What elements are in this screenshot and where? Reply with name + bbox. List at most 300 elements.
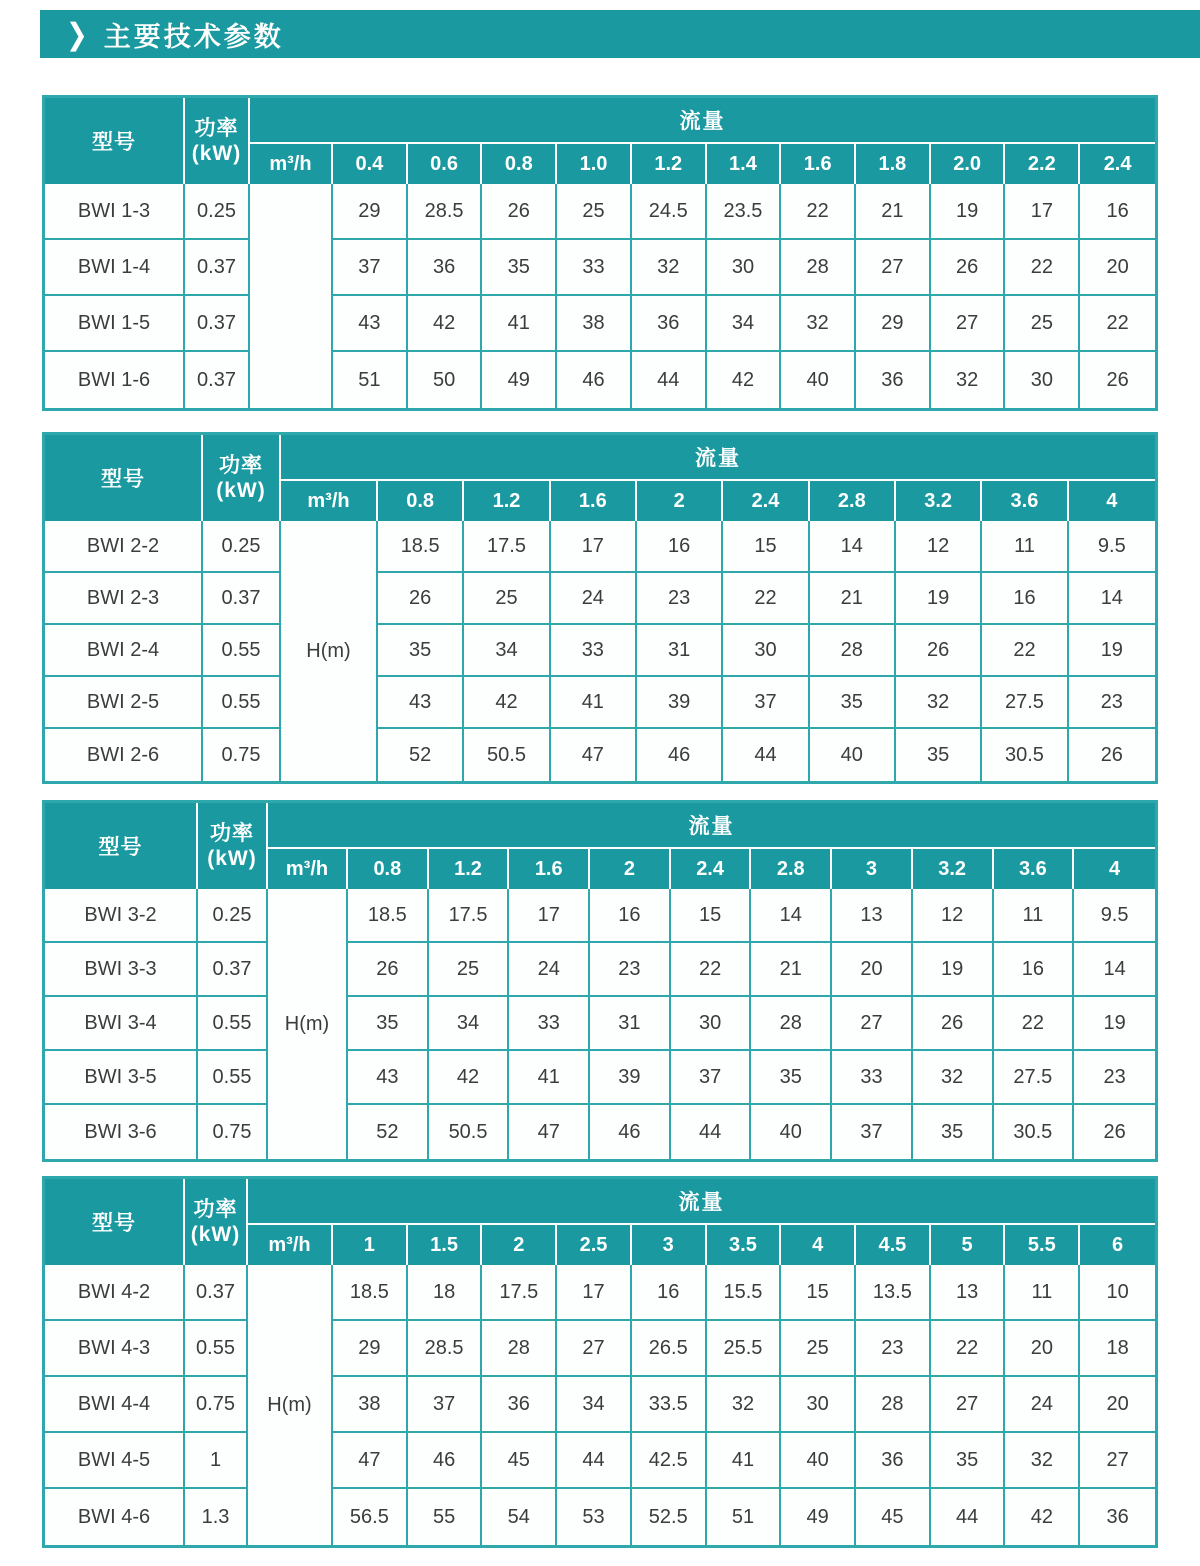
head-value-cell: 14	[810, 521, 896, 573]
power-header	[185, 1179, 248, 1265]
model-cell: BWI 3-6	[45, 1105, 198, 1159]
head-value-cell: 21	[751, 943, 832, 997]
table-row	[45, 625, 1155, 677]
flow-rate-header: 2	[590, 849, 671, 889]
head-value-cell: 16	[994, 943, 1075, 997]
flow-rate-header: 0.8	[378, 481, 464, 521]
head-value-cell: 32	[781, 296, 856, 352]
head-value-cell: 42	[1005, 1489, 1080, 1545]
flow-rate-header: 1	[333, 1225, 408, 1265]
head-value-cell: 36	[856, 1433, 931, 1489]
head-value-cell: 33	[551, 625, 637, 677]
flow-rate-header: 4	[1074, 849, 1155, 889]
model-cell: BWI 4-4	[45, 1377, 185, 1433]
head-unit-cell: H(m)	[281, 521, 378, 781]
table-row	[45, 1051, 1155, 1105]
power-cell: 0.25	[203, 521, 281, 573]
head-value-cell: 28.5	[408, 1321, 483, 1377]
head-value-cell: 30	[1005, 352, 1080, 408]
flow-rate-header: 2	[482, 1225, 557, 1265]
power-cell: 0.37	[198, 943, 268, 997]
model-cell: BWI 1-5	[45, 296, 185, 352]
head-value-cell: 34	[707, 296, 782, 352]
flow-rate-header: 3.6	[982, 481, 1068, 521]
head-value-cell: 19	[1069, 625, 1155, 677]
head-value-cell: 17.5	[482, 1265, 557, 1321]
head-value-cell: 32	[913, 1051, 994, 1105]
head-value-cell: 10	[1080, 1265, 1155, 1321]
head-value-cell: 43	[348, 1051, 429, 1105]
table-row	[45, 1433, 1155, 1489]
head-value-cell: 9.5	[1074, 889, 1155, 943]
head-value-cell: 22	[671, 943, 752, 997]
power-header-line2: (kW)	[190, 1223, 241, 1246]
head-unit-cell: H(m)	[268, 889, 348, 1159]
power-cell: 0.75	[185, 1377, 248, 1433]
head-value-cell: 26	[348, 943, 429, 997]
model-cell: BWI 3-3	[45, 943, 198, 997]
flow-rate-header: 0.4	[333, 144, 408, 184]
flow-rate-header: 1.6	[781, 144, 856, 184]
power-cell: 0.25	[185, 184, 250, 240]
head-value-cell: 37	[671, 1051, 752, 1105]
power-cell: 0.37	[185, 1265, 248, 1321]
head-value-cell: 44	[557, 1433, 632, 1489]
spec-table-bwi2	[42, 432, 1158, 784]
head-value-cell: 28	[482, 1321, 557, 1377]
head-value-cell: 51	[707, 1489, 782, 1545]
head-value-cell: 17	[551, 521, 637, 573]
table-row	[45, 729, 1155, 781]
head-value-cell: 46	[637, 729, 723, 781]
head-value-cell: 31	[590, 997, 671, 1051]
head-value-cell: 23	[590, 943, 671, 997]
head-value-cell: 47	[509, 1105, 590, 1159]
head-value-cell: 42	[429, 1051, 510, 1105]
head-value-cell: 30	[781, 1377, 856, 1433]
head-value-cell: 24	[509, 943, 590, 997]
head-value-cell: 19	[913, 943, 994, 997]
head-value-cell: 18	[1080, 1321, 1155, 1377]
head-value-cell: 20	[1080, 240, 1155, 296]
head-value-cell: 22	[994, 997, 1075, 1051]
head-value-cell: 44	[931, 1489, 1006, 1545]
flow-rate-header: 5.5	[1005, 1225, 1080, 1265]
head-value-cell: 15	[723, 521, 809, 573]
head-value-cell: 25	[781, 1321, 856, 1377]
flow-rate-header: 3.5	[707, 1225, 782, 1265]
flow-rate-header: 1.5	[408, 1225, 483, 1265]
spec-table	[45, 1179, 1155, 1545]
head-value-cell: 35	[896, 729, 982, 781]
spec-table-bwi1	[42, 95, 1158, 411]
head-value-cell: 25	[429, 943, 510, 997]
head-value-cell: 28	[810, 625, 896, 677]
head-value-cell: 47	[333, 1433, 408, 1489]
head-value-cell: 52	[348, 1105, 429, 1159]
head-value-cell: 16	[982, 573, 1068, 625]
head-value-cell: 42.5	[632, 1433, 707, 1489]
model-header: 型号	[45, 1179, 185, 1265]
head-value-cell: 49	[482, 352, 557, 408]
head-value-cell: 21	[856, 184, 931, 240]
model-cell: BWI 4-3	[45, 1321, 185, 1377]
head-value-cell: 36	[408, 240, 483, 296]
head-value-cell: 18	[408, 1265, 483, 1321]
model-cell: BWI 3-4	[45, 997, 198, 1051]
head-value-cell: 22	[781, 184, 856, 240]
head-value-cell: 25	[557, 184, 632, 240]
head-value-cell: 32	[931, 352, 1006, 408]
head-value-cell: 12	[913, 889, 994, 943]
head-value-cell: 25	[464, 573, 550, 625]
head-value-cell: 18.5	[348, 889, 429, 943]
table-row	[45, 1105, 1155, 1159]
flow-rate-header: 2.2	[1005, 144, 1080, 184]
head-value-cell: 23	[1074, 1051, 1155, 1105]
head-value-cell: 19	[896, 573, 982, 625]
header-row-1	[45, 98, 1155, 144]
head-value-cell: 27	[931, 296, 1006, 352]
table-row	[45, 1265, 1155, 1321]
table-row	[45, 573, 1155, 625]
head-value-cell: 35	[913, 1105, 994, 1159]
head-value-cell: 19	[1074, 997, 1155, 1051]
head-value-cell: 40	[751, 1105, 832, 1159]
flow-rate-header: 1.2	[632, 144, 707, 184]
head-value-cell: 35	[482, 240, 557, 296]
head-value-cell: 26	[931, 240, 1006, 296]
power-header-line1: 功率	[219, 453, 263, 477]
table-row	[45, 997, 1155, 1051]
flow-rate-header: 3.2	[913, 849, 994, 889]
header-row-1	[45, 1179, 1155, 1225]
model-cell: BWI 2-3	[45, 573, 203, 625]
head-value-cell: 30	[723, 625, 809, 677]
head-value-cell: 27.5	[982, 677, 1068, 729]
head-value-cell: 32	[896, 677, 982, 729]
section-title-bar	[40, 10, 1200, 58]
flow-header: 流量	[281, 435, 1155, 481]
head-value-cell: 42	[464, 677, 550, 729]
head-value-cell: 11	[982, 521, 1068, 573]
head-value-cell: 16	[1080, 184, 1155, 240]
head-value-cell: 55	[408, 1489, 483, 1545]
head-value-cell: 35	[378, 625, 464, 677]
head-value-cell: 52.5	[632, 1489, 707, 1545]
head-value-cell: 46	[408, 1433, 483, 1489]
head-value-cell: 41	[551, 677, 637, 729]
head-value-cell: 30.5	[982, 729, 1068, 781]
model-cell: BWI 4-5	[45, 1433, 185, 1489]
head-value-cell: 45	[482, 1433, 557, 1489]
table-row	[45, 1489, 1155, 1545]
power-cell: 0.75	[198, 1105, 268, 1159]
head-value-cell: 39	[590, 1051, 671, 1105]
head-value-cell: 53	[557, 1489, 632, 1545]
table-row	[45, 1321, 1155, 1377]
table-row	[45, 521, 1155, 573]
spec-table	[45, 435, 1155, 781]
head-value-cell: 15	[671, 889, 752, 943]
head-value-cell: 32	[707, 1377, 782, 1433]
head-value-cell: 28.5	[408, 184, 483, 240]
spec-table-bwi3	[42, 800, 1158, 1162]
head-value-cell: 17	[557, 1265, 632, 1321]
power-cell: 0.25	[198, 889, 268, 943]
head-value-cell: 26	[1074, 1105, 1155, 1159]
power-header-line2: (kW)	[191, 142, 242, 165]
head-value-cell: 36	[856, 352, 931, 408]
head-value-cell: 52	[378, 729, 464, 781]
head-value-cell: 13	[931, 1265, 1006, 1321]
flow-rate-header: 1.6	[551, 481, 637, 521]
power-cell: 0.55	[198, 1051, 268, 1105]
head-value-cell: 17	[1005, 184, 1080, 240]
head-value-cell: 26	[378, 573, 464, 625]
head-value-cell: 22	[1080, 296, 1155, 352]
head-value-cell: 41	[482, 296, 557, 352]
flow-rate-header: 4	[1069, 481, 1155, 521]
head-value-cell: 23	[856, 1321, 931, 1377]
head-value-cell: 23.5	[707, 184, 782, 240]
model-cell: BWI 3-5	[45, 1051, 198, 1105]
flow-rate-header: 0.6	[408, 144, 483, 184]
head-value-cell: 17	[509, 889, 590, 943]
flow-unit-header: m³/h	[281, 481, 378, 521]
chevron-right-icon: ❯	[66, 16, 88, 52]
flow-unit-header: m³/h	[248, 1225, 333, 1265]
flow-unit-header: m³/h	[268, 849, 348, 889]
head-value-cell: 31	[637, 625, 723, 677]
power-header-line1: 功率	[210, 821, 254, 845]
head-value-cell: 16	[632, 1265, 707, 1321]
power-cell: 0.37	[185, 240, 250, 296]
power-cell: 0.55	[203, 677, 281, 729]
head-value-cell: 22	[931, 1321, 1006, 1377]
head-value-cell: 24	[551, 573, 637, 625]
head-value-cell: 36	[632, 296, 707, 352]
model-cell: BWI 2-6	[45, 729, 203, 781]
flow-rate-header: 3.2	[896, 481, 982, 521]
head-value-cell: 14	[751, 889, 832, 943]
head-value-cell: 37	[333, 240, 408, 296]
power-header-line1: 功率	[194, 116, 239, 140]
model-cell: BWI 2-2	[45, 521, 203, 573]
flow-header: 流量	[268, 803, 1155, 849]
head-value-cell: 23	[1069, 677, 1155, 729]
flow-rate-header: 0.8	[348, 849, 429, 889]
head-value-cell: 15.5	[707, 1265, 782, 1321]
head-value-cell: 26	[482, 184, 557, 240]
model-cell: BWI 1-6	[45, 352, 185, 408]
head-value-cell: 34	[557, 1377, 632, 1433]
head-value-cell: 13.5	[856, 1265, 931, 1321]
flow-header: 流量	[250, 98, 1155, 144]
head-value-cell: 27	[931, 1377, 1006, 1433]
head-value-cell: 26	[1080, 352, 1155, 408]
flow-rate-header: 4	[781, 1225, 856, 1265]
head-value-cell: 26.5	[632, 1321, 707, 1377]
head-value-cell: 35	[931, 1433, 1006, 1489]
head-value-cell: 26	[913, 997, 994, 1051]
head-value-cell: 15	[781, 1265, 856, 1321]
head-value-cell: 27	[832, 997, 913, 1051]
model-header: 型号	[45, 98, 185, 184]
power-cell: 1	[185, 1433, 248, 1489]
head-value-cell: 18.5	[333, 1265, 408, 1321]
table-row	[45, 943, 1155, 997]
head-value-cell: 35	[348, 997, 429, 1051]
head-value-cell: 27	[557, 1321, 632, 1377]
table-row	[45, 1377, 1155, 1433]
head-value-cell: 33	[832, 1051, 913, 1105]
head-value-cell: 11	[994, 889, 1075, 943]
table-row	[45, 677, 1155, 729]
flow-rate-header: 0.8	[482, 144, 557, 184]
head-unit-cell: H(m)	[248, 1265, 333, 1545]
head-value-cell: 20	[1080, 1377, 1155, 1433]
power-header	[185, 98, 250, 184]
model-cell: BWI 2-4	[45, 625, 203, 677]
head-value-cell: 13	[832, 889, 913, 943]
spec-table	[45, 803, 1155, 1159]
flow-rate-header: 1.2	[464, 481, 550, 521]
head-value-cell: 39	[637, 677, 723, 729]
head-value-cell: 22	[1005, 240, 1080, 296]
head-value-cell: 16	[590, 889, 671, 943]
head-value-cell: 44	[671, 1105, 752, 1159]
head-value-cell: 16	[637, 521, 723, 573]
flow-rate-header: 1.4	[707, 144, 782, 184]
head-value-cell: 19	[931, 184, 1006, 240]
head-value-cell: 24	[1005, 1377, 1080, 1433]
power-cell: 0.55	[185, 1321, 248, 1377]
head-value-cell: 36	[482, 1377, 557, 1433]
header-row-1	[45, 435, 1155, 481]
head-value-cell: 30	[671, 997, 752, 1051]
spec-table-bwi4	[42, 1176, 1158, 1548]
head-value-cell: 38	[333, 1377, 408, 1433]
power-header	[203, 435, 281, 521]
head-value-cell: 43	[333, 296, 408, 352]
head-value-cell: 33	[509, 997, 590, 1051]
head-value-cell: 28	[751, 997, 832, 1051]
head-value-cell: 17.5	[464, 521, 550, 573]
head-value-cell: 32	[1005, 1433, 1080, 1489]
head-value-cell: 11	[1005, 1265, 1080, 1321]
power-cell: 0.37	[185, 352, 250, 408]
head-value-cell: 54	[482, 1489, 557, 1545]
model-header: 型号	[45, 803, 198, 889]
head-value-cell: 34	[429, 997, 510, 1051]
flow-rate-header: 2	[637, 481, 723, 521]
head-value-cell: 28	[856, 1377, 931, 1433]
flow-rate-header: 2.0	[931, 144, 1006, 184]
head-value-cell: 25	[1005, 296, 1080, 352]
head-value-cell: 27.5	[994, 1051, 1075, 1105]
flow-rate-header: 1.8	[856, 144, 931, 184]
flow-rate-header: 4.5	[856, 1225, 931, 1265]
flow-rate-header: 2.8	[751, 849, 832, 889]
page-title: 主要技术参数	[103, 21, 284, 52]
head-unit-cell	[250, 184, 333, 408]
head-value-cell: 40	[781, 1433, 856, 1489]
head-value-cell: 22	[982, 625, 1068, 677]
head-value-cell: 27	[856, 240, 931, 296]
head-value-cell: 30.5	[994, 1105, 1075, 1159]
flow-rate-header: 3	[632, 1225, 707, 1265]
head-value-cell: 47	[551, 729, 637, 781]
head-value-cell: 26	[1069, 729, 1155, 781]
flow-rate-header: 2.4	[723, 481, 809, 521]
head-value-cell: 33	[557, 240, 632, 296]
head-value-cell: 32	[632, 240, 707, 296]
head-value-cell: 50.5	[429, 1105, 510, 1159]
head-value-cell: 22	[723, 573, 809, 625]
flow-rate-header: 2.4	[1080, 144, 1155, 184]
power-header	[198, 803, 268, 889]
head-value-cell: 46	[557, 352, 632, 408]
head-value-cell: 42	[707, 352, 782, 408]
spec-table	[45, 98, 1155, 408]
power-header-line2: (kW)	[207, 847, 257, 870]
head-value-cell: 40	[810, 729, 896, 781]
model-cell: BWI 1-4	[45, 240, 185, 296]
power-cell: 0.37	[185, 296, 250, 352]
flow-rate-header: 3	[832, 849, 913, 889]
power-cell: 0.55	[203, 625, 281, 677]
flow-rate-header: 2.4	[671, 849, 752, 889]
flow-rate-header: 5	[931, 1225, 1006, 1265]
model-header: 型号	[45, 435, 203, 521]
model-cell: BWI 3-2	[45, 889, 198, 943]
head-value-cell: 44	[723, 729, 809, 781]
flow-rate-header: 2.5	[557, 1225, 632, 1265]
head-value-cell: 37	[723, 677, 809, 729]
head-value-cell: 44	[632, 352, 707, 408]
head-value-cell: 45	[856, 1489, 931, 1545]
power-cell: 0.37	[203, 573, 281, 625]
head-value-cell: 20	[832, 943, 913, 997]
head-value-cell: 12	[896, 521, 982, 573]
flow-rate-header: 6	[1080, 1225, 1155, 1265]
flow-unit-header: m³/h	[250, 144, 333, 184]
head-value-cell: 23	[637, 573, 723, 625]
head-value-cell: 35	[810, 677, 896, 729]
model-cell: BWI 1-3	[45, 184, 185, 240]
head-value-cell: 41	[509, 1051, 590, 1105]
head-value-cell: 49	[781, 1489, 856, 1545]
head-value-cell: 29	[333, 184, 408, 240]
head-value-cell: 38	[557, 296, 632, 352]
head-value-cell: 18.5	[378, 521, 464, 573]
flow-header: 流量	[248, 1179, 1155, 1225]
head-value-cell: 30	[707, 240, 782, 296]
head-value-cell: 35	[751, 1051, 832, 1105]
head-value-cell: 33.5	[632, 1377, 707, 1433]
head-value-cell: 24.5	[632, 184, 707, 240]
table-row	[45, 184, 1155, 240]
head-value-cell: 20	[1005, 1321, 1080, 1377]
power-header-line1: 功率	[193, 1197, 238, 1221]
head-value-cell: 37	[408, 1377, 483, 1433]
head-value-cell: 42	[408, 296, 483, 352]
power-header-line2: (kW)	[216, 479, 266, 502]
head-value-cell: 37	[832, 1105, 913, 1159]
flow-rate-header: 1.2	[429, 849, 510, 889]
flow-rate-header: 2.8	[810, 481, 896, 521]
